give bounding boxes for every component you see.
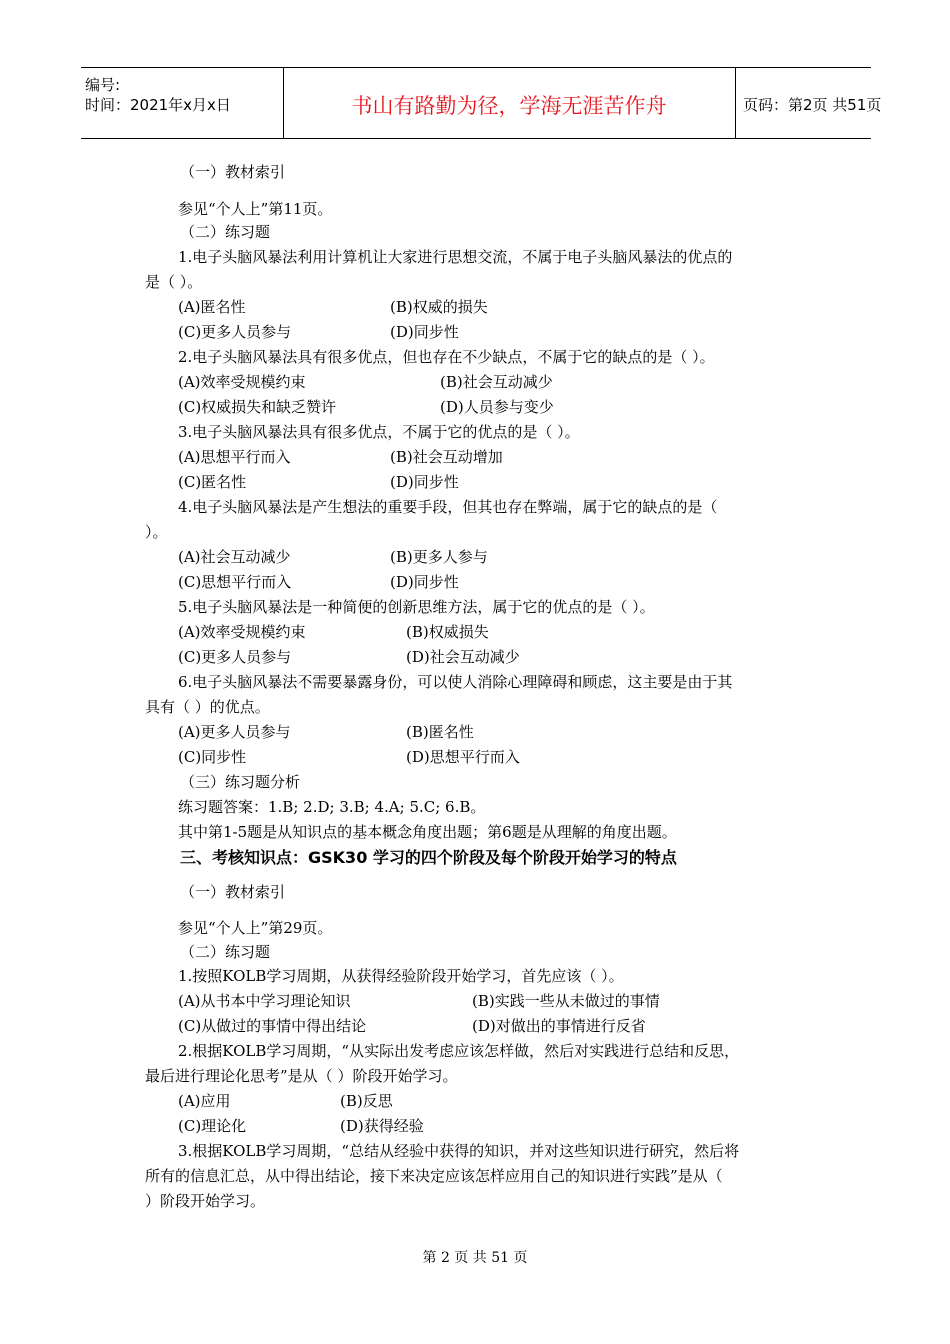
section-heading: （一）教材索引	[180, 883, 286, 901]
question-text: 2.根据KOLB学习周期，“从实际出发考虑应该怎样做，然后对实践进行总结和反思，	[178, 1042, 740, 1060]
question-text: 6.电子头脑风暴法不需要暴露身份，可以使人消除心理障碍和顾虑，这主要是由于其	[178, 673, 733, 691]
question-option: (A)社会互动减少	[178, 548, 291, 566]
question-option: (D)同步性	[390, 323, 459, 341]
question-text: 所有的信息汇总，从中得出结论，接下来决定应该怎样应用自己的知识进行实践”是从（	[145, 1167, 723, 1185]
question-option: (A)更多人员参与	[178, 723, 291, 741]
question-option: (C)更多人员参与	[178, 648, 292, 666]
question-option: (C)同步性	[178, 748, 247, 766]
section-heading: （二）练习题	[180, 223, 271, 241]
header-page-cell	[735, 68, 882, 138]
question-option: (B)实践一些从未做过的事情	[472, 992, 660, 1010]
question-text: ）。	[145, 523, 168, 541]
document-number-label: 编号:	[85, 76, 121, 94]
question-option: (C)思想平行而入	[178, 573, 292, 591]
question-text: 5.电子头脑风暴法是一种简便的创新思维方法，属于它的优点的是（ ）。	[178, 598, 655, 616]
question-option: (B)更多人参与	[390, 548, 488, 566]
question-option: (C)从做过的事情中得出结论	[178, 1017, 367, 1035]
document-time-label: 时间：2021年x月x日	[85, 96, 231, 114]
question-text: 最后进行理论化思考”是从（ ）阶段开始学习。	[145, 1067, 458, 1085]
textbook-reference: 参见“个人上”第11页。	[178, 200, 333, 218]
question-option: (D)获得经验	[340, 1117, 424, 1135]
question-option: (A)效率受规模约束	[178, 373, 306, 391]
question-option: (D)对做出的事情进行反省	[472, 1017, 646, 1035]
question-text: 3.根据KOLB学习周期，“总结从经验中获得的知识，并对这些知识进行研究，然后将	[178, 1142, 740, 1160]
question-option: (B)权威损失	[406, 623, 489, 641]
textbook-reference: 参见“个人上”第29页。	[178, 919, 333, 937]
question-text: ）阶段开始学习。	[145, 1192, 266, 1210]
question-option: (D)同步性	[390, 473, 459, 491]
question-text: 1.电子头脑风暴法利用计算机让大家进行思想交流，不属于电子头脑风暴法的优点的	[178, 248, 733, 266]
question-option: (D)思想平行而入	[406, 748, 520, 766]
section-heading: （一）教材索引	[180, 163, 286, 181]
section-heading: （三）练习题分析	[180, 773, 301, 791]
question-text: 3.电子头脑风暴法具有很多优点，不属于它的优点的是（ ）。	[178, 423, 580, 441]
question-option: (C)权威损失和缺乏赞许	[178, 398, 337, 416]
header-motto: 书山有路勤为径，学海无涯苦作舟	[351, 94, 667, 118]
question-option: (B)匿名性	[406, 723, 474, 741]
question-option: (C)匿名性	[178, 473, 247, 491]
question-option: (A)效率受规模约束	[178, 623, 306, 641]
question-option: (A)应用	[178, 1092, 231, 1110]
question-option: (A)从书本中学习理论知识	[178, 992, 351, 1010]
question-option: (B)社会互动减少	[440, 373, 553, 391]
knowledge-point-title: 三、考核知识点：GSK30 学习的四个阶段及每个阶段开始学习的特点	[180, 848, 677, 867]
question-option: (A)匿名性	[178, 298, 246, 316]
answer-key: 练习题答案：1.B; 2.D; 3.B; 4.A; 5.C; 6.B。	[178, 798, 486, 816]
header-page-info: 页码：第2页 共51页	[743, 96, 882, 114]
question-text: 2.电子头脑风暴法具有很多优点，但也存在不少缺点，不属于它的缺点的是（ ）。	[178, 348, 715, 366]
answer-note: 其中第1-5题是从知识点的基本概念角度出题；第6题是从理解的角度出题。	[178, 823, 677, 841]
question-option: (D)同步性	[390, 573, 459, 591]
question-text: 4.电子头脑风暴法是产生想法的重要手段，但其也存在弊端，属于它的缺点的是（	[178, 498, 718, 516]
question-text: 是（ ）。	[145, 273, 203, 291]
question-option: (C)更多人员参与	[178, 323, 292, 341]
question-option: (D)社会互动减少	[406, 648, 520, 666]
question-text: 1.按照KOLB学习周期，从获得经验阶段开始学习，首先应该（ ）。	[178, 967, 624, 985]
section-heading: （二）练习题	[180, 943, 271, 961]
question-option: (B)社会互动增加	[390, 448, 503, 466]
header-motto-cell	[283, 68, 736, 138]
question-option: (B)权威的损失	[390, 298, 488, 316]
page-footer: 第 2 页 共 51 页	[422, 1250, 528, 1266]
header-meta-cell	[81, 68, 284, 138]
question-option: (A)思想平行而入	[178, 448, 291, 466]
question-option: (B)反思	[340, 1092, 393, 1110]
question-option: (C)理论化	[178, 1117, 247, 1135]
page-header	[81, 67, 882, 139]
question-text: 具有（ ）的优点。	[145, 698, 270, 716]
question-option: (D)人员参与变少	[440, 398, 554, 416]
